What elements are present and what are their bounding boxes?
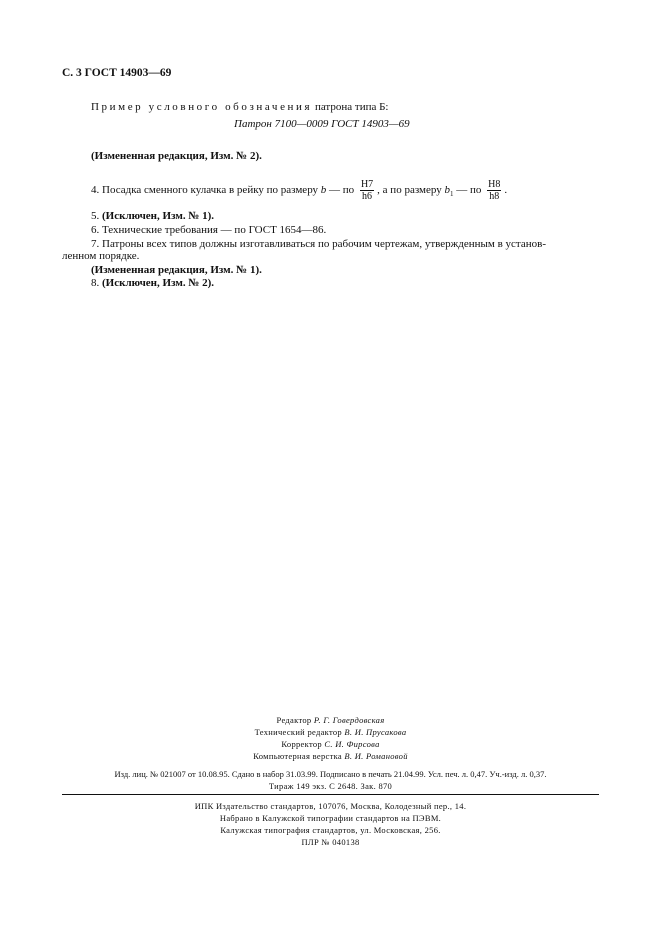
imprint-typeset: Набрано в Калужской типографии стандартов на ПЭВМ. xyxy=(219,813,442,823)
item4-text-e: . xyxy=(504,184,508,197)
item5-text: (Исключен, Изм. № 1). xyxy=(102,210,215,222)
item8-text: (Исключен, Изм. № 2). xyxy=(102,277,215,289)
example-spaced-label: Пример условного обозначения xyxy=(91,101,313,113)
imprint-layout xyxy=(0,750,661,762)
item4-var-b: b xyxy=(320,184,327,197)
imprint-editor xyxy=(0,714,661,726)
imprint-print-run: Тираж 149 экз. С 2648. Зак. 870 xyxy=(268,781,393,791)
page-header: С. 3 ГОСТ 14903—69 xyxy=(62,67,172,79)
item-4 xyxy=(91,179,507,202)
item-5 xyxy=(91,209,214,223)
imprint-publisher: ИПК Издательство стандартов, 107076, Москва, Колодезный пер., 14. xyxy=(194,801,467,811)
layout-name: В. И. Романовой xyxy=(344,751,408,761)
imprint-printer: Калужская типография стандартов, ул. Московская, 256. xyxy=(220,825,441,835)
item-7-line-1: 7. Патроны всех типов должны изготавливаться по рабочим чертежам, утвержденным в установ- xyxy=(91,238,547,250)
fraction1-numerator: H7 xyxy=(360,179,374,190)
fit-fraction-1 xyxy=(360,179,374,202)
item4-text-c: , а по размеру xyxy=(377,184,442,197)
imprint-tech-editor xyxy=(0,726,661,738)
item4-text-d: — по xyxy=(456,184,482,197)
item-8 xyxy=(91,276,214,290)
example-rest: патрона типа Б: xyxy=(314,101,389,113)
fraction1-denominator: h6 xyxy=(362,191,373,202)
imprint-corrector xyxy=(0,738,661,750)
example-designation: Патрон 7100—0009 ГОСТ 14903—69 xyxy=(234,118,410,130)
example-line xyxy=(91,100,388,114)
imprint-plr: ПЛР № 040138 xyxy=(301,837,360,847)
fraction2-numerator: H8 xyxy=(488,179,501,190)
fraction2-denominator: h8 xyxy=(489,191,500,202)
item8-num: 8. xyxy=(91,277,100,289)
item4-subscript: 1 xyxy=(449,190,454,199)
item4-text-b: — по xyxy=(329,184,355,197)
item5-num: 5. xyxy=(91,210,100,222)
editor-name: Р. Г. Говердовская xyxy=(313,715,385,725)
corrector-label: Корректор xyxy=(281,739,322,749)
amendment-note-2: (Измененная редакция, Изм. № 2). xyxy=(91,150,262,162)
tech-editor-name: В. И. Прусакова xyxy=(344,727,407,737)
fit-fraction-2 xyxy=(487,179,501,202)
corrector-name: С. И. Фирсова xyxy=(324,739,380,749)
item-6: 6. Технические требования — по ГОСТ 1654—86. xyxy=(91,224,327,236)
layout-label: Компьютерная верстка xyxy=(253,751,342,761)
item-7-line-2: ленном порядке. xyxy=(62,250,140,262)
imprint-divider xyxy=(62,794,599,795)
amendment-note-1: (Измененная редакция, Изм. № 1). xyxy=(91,264,262,276)
item4-var-b1: b xyxy=(444,184,450,197)
tech-editor-label: Технический редактор xyxy=(254,727,342,737)
item4-text-a: 4. Посадка сменного кулачка в рейку по размеру xyxy=(91,184,319,197)
imprint-license: Изд. лиц. № 021007 от 10.08.95. Сдано в набор 31.03.99. Подписано в печать 21.04.99. Усл. печ. л. 0,47. Уч.-изд. л. 0,37. xyxy=(114,769,547,779)
editor-label: Редактор xyxy=(276,715,312,725)
